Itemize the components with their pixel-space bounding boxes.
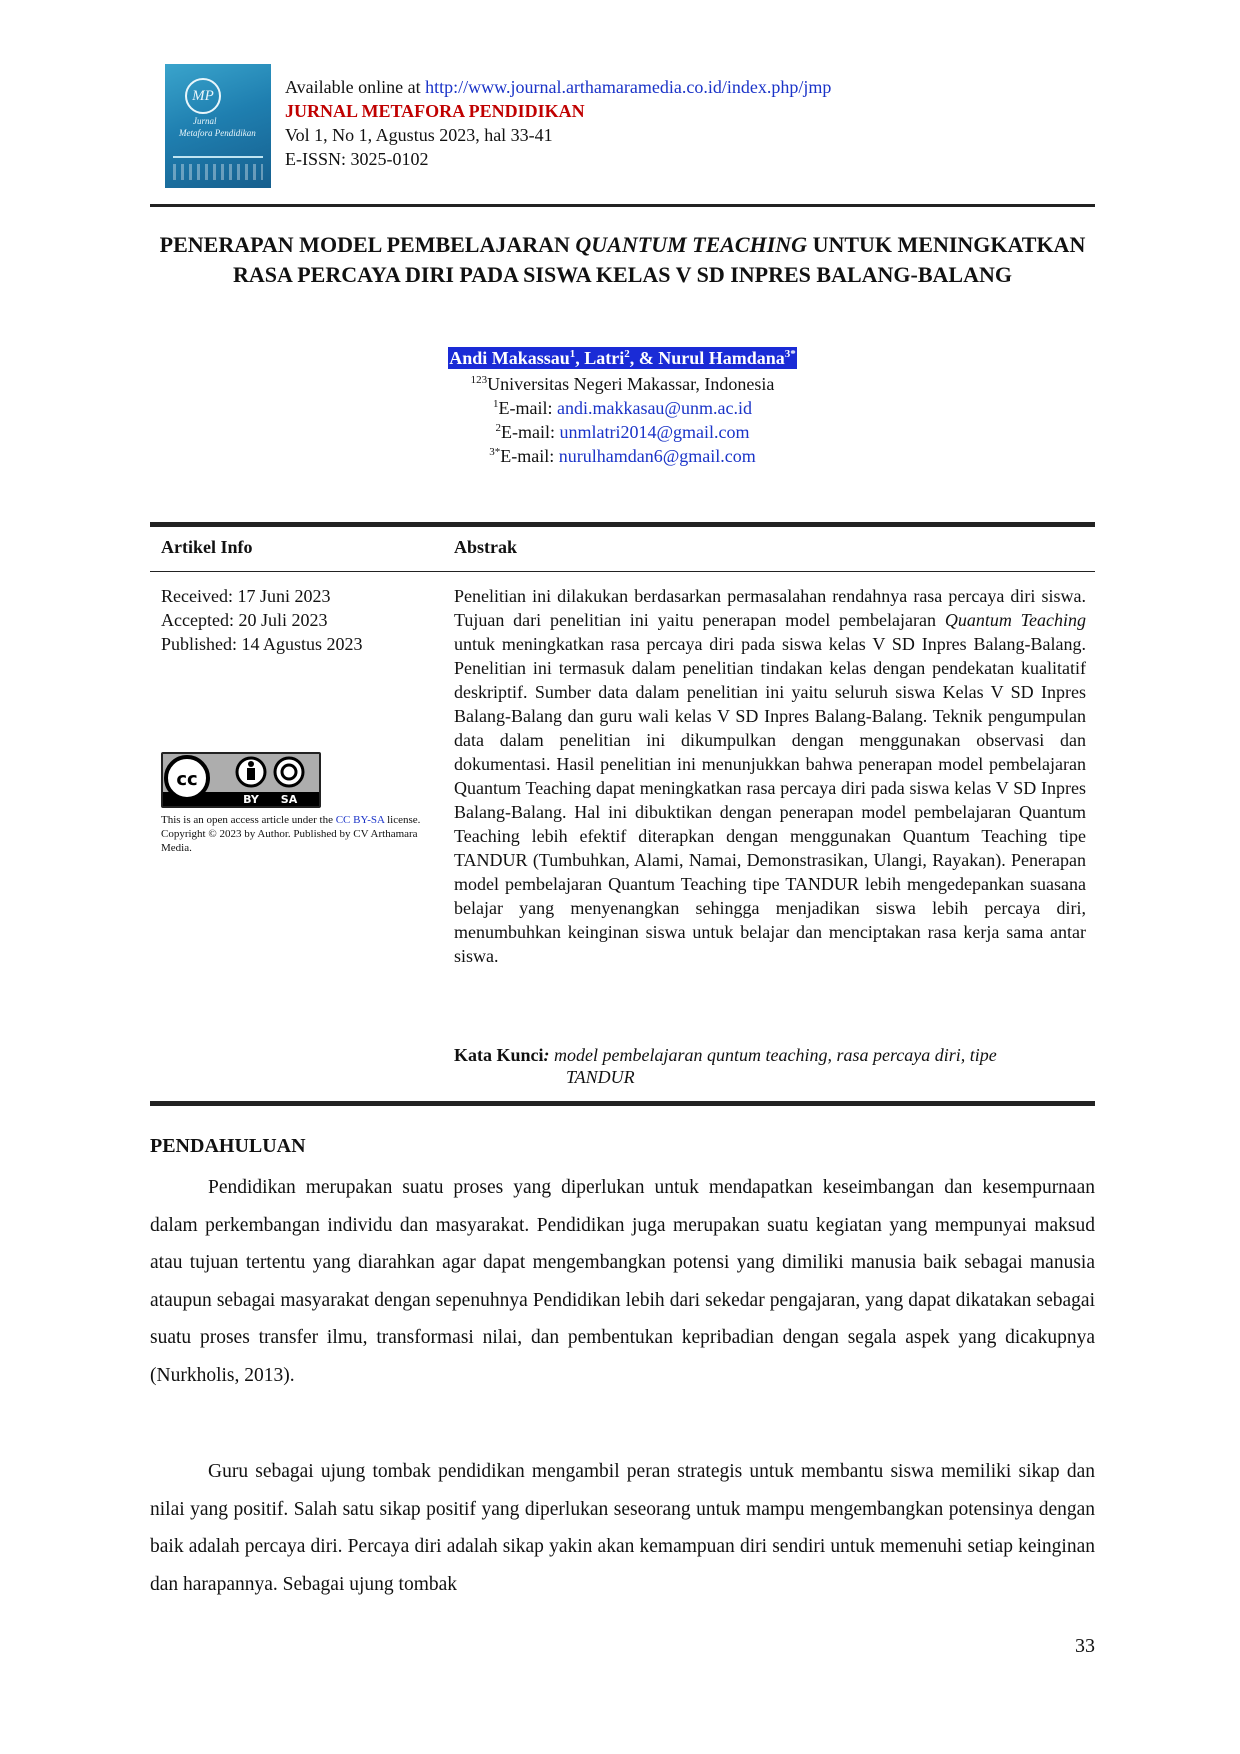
author-1-sup: 1 [569,348,576,360]
cover-title-line2: Metafora Pendidikan [179,128,256,138]
email-2-sup: 2 [495,422,501,434]
body-paragraph-1 [150,1169,1095,1394]
cc-by-sa-badge [161,752,321,808]
paragraph-2-text: Guru sebagai ujung tombak pendidikan mengambil peran strategis untuk membantu siswa memiliki sikap dan nilai yang positif. Salah satu sikap positif yang diperlukan seseorang untuk mampu mengembangkan potensinya dengan baik adalah percaya diri. Percaya diri adalah sikap yakin akan kemampuan diri sendiri untuk memenuhi setiap keinginan dan harapannya. Sebagai ujung tombak [150,1461,1095,1595]
authors-line [150,347,1095,369]
availability-prefix: Available online at [285,77,426,97]
cc-by-label: BY [243,793,259,806]
email-1-label: E-mail: [498,398,557,418]
journal-cover-thumbnail [165,64,271,188]
journal-logo-icon: MP [185,78,221,114]
accepted-date: Accepted: 20 Juli 2023 [161,610,328,630]
affiliation-sup: 123 [470,374,488,386]
received-date: Received: 17 Juni 2023 [161,586,331,606]
email-2-link[interactable]: unmlatri2014@gmail.com [559,422,750,442]
cover-divider [173,156,263,158]
license-note [161,813,421,855]
author-3-sup: 3* [784,348,796,360]
email-1-link[interactable]: andi.makkasau@unm.ac.id [556,398,752,418]
email-3-label: E-mail: [500,446,559,466]
keywords-label: Kata Kunci [454,1045,544,1065]
email-3-link[interactable]: nurulhamdan6@gmail.com [558,446,756,466]
table-bottom-rule [150,1101,1095,1106]
keywords [454,1043,1086,1067]
section-heading: PENDAHULUAN [150,1135,306,1157]
license-prefix: This is an open access article under the [161,814,336,826]
email-1 [150,396,1095,420]
license-link[interactable]: CC BY-SA [335,814,385,826]
title-part2: UNTUK MENINGKATKAN RASA PERCAYA DIRI PADA SISWA KELAS V SD INPRES BALANG-BALANG [233,232,1086,287]
abstract-part2: untuk meningkatkan rasa percaya diri pada siswa kelas V SD Inpres Balang-Balang. Penelitian ini termasuk dalam penelitian tindakan kelas dengan pendekatan kualitatif deskriptif. Sumber data dalam penelitian ini yaitu seluruh siswa Kelas V SD Inpres Balang-Balang dan guru wali kelas V SD Inpres Balang-Balang. Teknik pengumpulan data dalam penelitian ini dikumpulkan dengan menggunakan observasi dan dokumentasi. Hasil penelitian ini menunjukkan bahwa penerapan model pembelajaran Quantum Teaching dapat meningkatkan rasa percaya diri pada siswa kelas V SD Inpres Balang-Balang. Hal ini dibuktikan dengan penerapan model pembelajaran Quantum Teaching lebih efektif diterapkan dengan menggunakan Quantum Teaching tipe TANDUR (Tumbuhkan, Alami, Namai, Demonstrasikan, Ulangi, Rayakan). Penerapan model pembelajaran Quantum Teaching tipe TANDUR lebih mengedepankan suasana belajar yang menyenangkan sehingga menjadikan siswa lebih percaya diri, menumbuhkan keinginan siswa untuk belajar dan menciptakan rasa kerja sama antar siswa. [454,634,1086,966]
abstract-text [454,584,1086,968]
table-top-rule [150,522,1095,527]
volume-line: Vol 1, No 1, Agustus 2023, hal 33-41 [285,125,553,145]
cc-sa-label: SA [280,793,298,806]
title-part1: PENERAPAN MODEL PEMBELAJARAN [159,232,576,257]
author-sep-1: , [575,348,585,368]
abstract-italic: Quantum Teaching [944,610,1086,630]
keywords-colon: : [543,1045,550,1065]
email-3-sup: 3* [489,446,501,458]
paragraph-1-text: Pendidikan merupakan suatu proses yang diperlukan untuk mendapatkan keseimbangan dan kesempurnaan dalam perkembangan individu dan masyarakat. Pendidikan juga merupakan suatu kegiatan yang mempunyai maksud atau tujuan tertentu yang diarahkan agar dapat mengembangkan potensi yang dimiliki manusia baik sebagai manusia ataupun sebagai masyarakat dengan sepenuhnya Pendidikan lebih dari sekedar pengajaran, yang dapat dikatakan sebagai suatu proses transfer ilmu, transformasi nilai, dan pembentukan kepribadian dengan segala aspek yang dicakupnya (Nurkholis, 2013). [150,1177,1095,1386]
body-paragraph-2 [150,1453,1095,1603]
author-2-sup: 2 [624,348,630,360]
keywords-line1: model pembelajaran quntum teaching, rasa percaya diri, tipe [549,1045,997,1065]
author-1-name: Andi Makassau [449,348,570,368]
author-3-name: Nurul Hamdana [658,348,785,368]
cc-by-sa-icon [163,754,319,806]
cover-pattern [173,164,263,180]
author-sep-2: , & [629,348,659,368]
title-italic: QUANTUM TEACHING [575,232,808,257]
email-1-sup: 1 [492,398,499,410]
article-title [150,230,1095,290]
page-number: 33 [1075,1635,1095,1657]
email-2-label: E-mail: [500,422,560,442]
email-3 [150,444,1095,468]
abstract-heading: Abstrak [454,537,518,557]
svg-text:cc: cc [176,769,198,790]
affiliation [150,372,1095,396]
author-2-name: Latri [584,348,625,368]
availability-line [285,76,831,98]
authors-highlight [448,347,797,369]
email-2 [150,420,1095,444]
header-rule [150,204,1095,207]
journal-name: JURNAL METAFORA PENDIDIKAN [285,101,585,121]
keywords-line2: TANDUR [566,1067,635,1087]
abstract-part1: Penelitian ini dilakukan berdasarkan permasalahan rendahnya rasa percaya diri siswa. Tujuan dari penelitian ini yaitu penerapan model pembelajaran [454,586,1086,630]
cover-title-line1: Jurnal [193,116,217,126]
issn-line: E-ISSN: 3025-0102 [285,149,429,169]
journal-url-link[interactable]: http://www.journal.arthamaramedia.co.id/index.php/jmp [425,77,832,97]
artikel-info-heading: Artikel Info [161,537,253,557]
table-header-rule [150,571,1095,572]
published-date: Published: 14 Agustus 2023 [161,634,363,654]
license-suffix: license. Copyright © 2023 by Author. Published by CV Arthamara Media. [161,814,421,854]
affiliation-text: Universitas Negeri Makassar, Indonesia [487,374,775,394]
